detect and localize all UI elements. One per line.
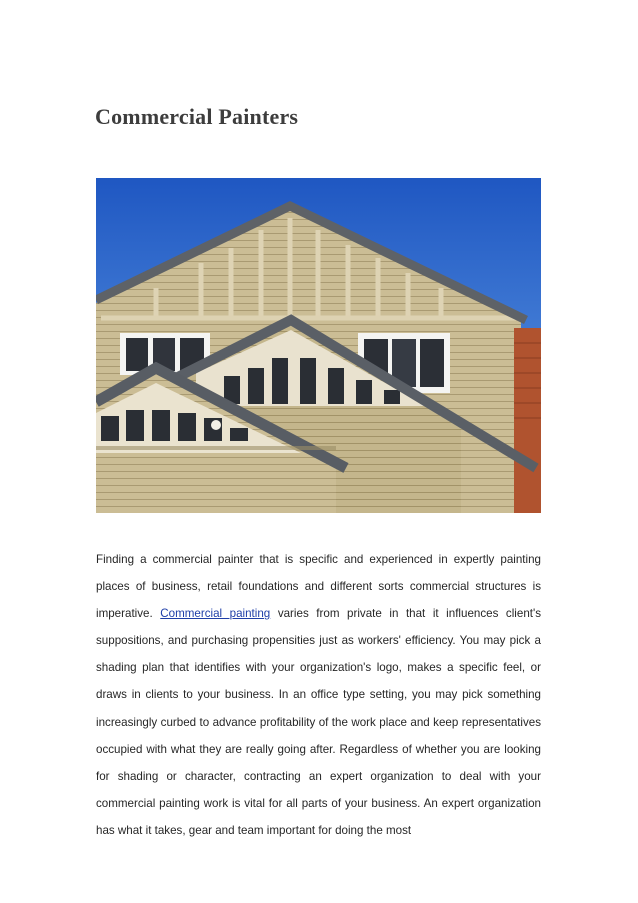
body-paragraph <box>96 546 541 844</box>
paragraph-text-start: Finding a commercial painter that is specific and experienced in expertly painting places of business, retail foundations and different sorts commercial structures is imperative. <box>96 553 541 621</box>
house-gables-photo <box>96 178 541 513</box>
commercial-painting-link[interactable]: Commercial painting <box>160 607 271 621</box>
page-title: Commercial Painters <box>95 104 299 129</box>
paragraph-text-end: varies from private in that it influences client's suppositions, and purchasing propensities just as workers' efficiency. You may pick a shading plan that identifies with your organization's logo, makes a specific feel, or draws in clients to your business. In an office type setting, you may pick something increasingly curbed to advance profitability of the work place and keep representatives occupied with what they are really going after. Regardless of whether you are looking for shading or character, contracting an expert organization to deal with your commercial painting work is vital for all parts of your business. An expert organization has what it takes, gear and team important for doing the most <box>96 607 541 837</box>
